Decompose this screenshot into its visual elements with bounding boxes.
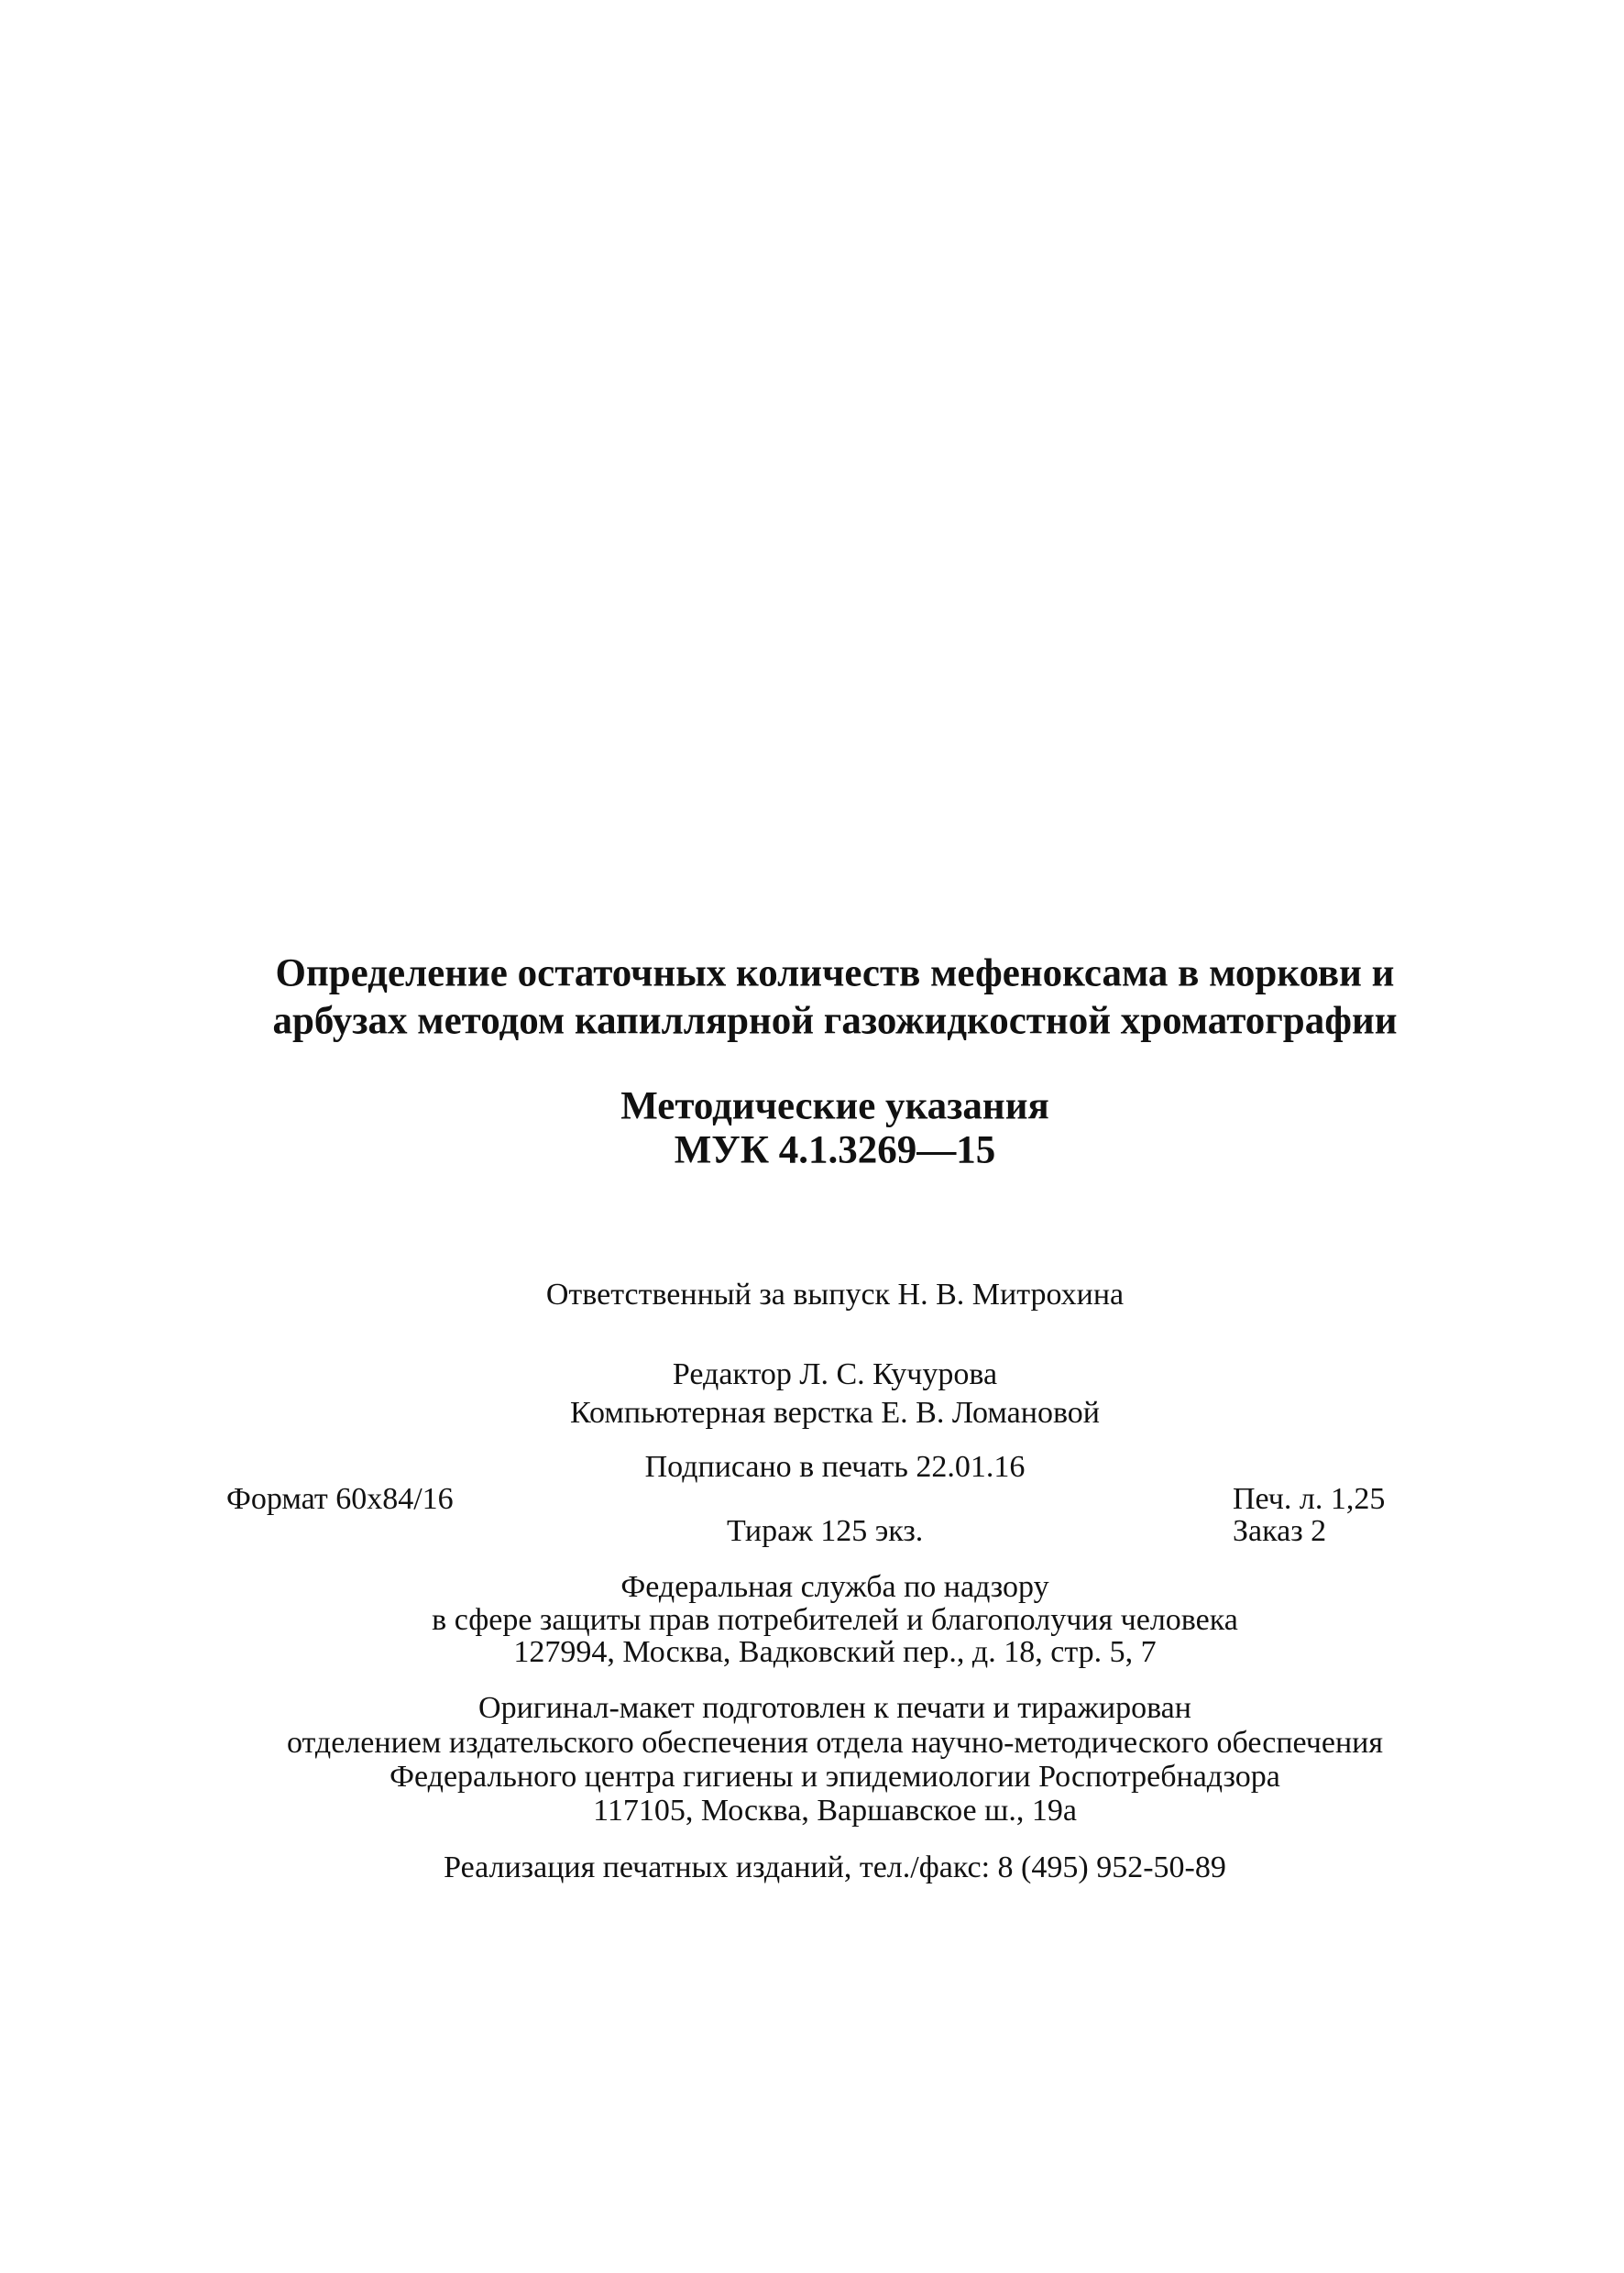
layout-credit: Компьютерная верстка Е. В. Ломановой [570,1396,1100,1430]
editor: Редактор Л. С. Кучурова [672,1357,998,1391]
printer-line-2: отделением издательского обеспечения отдела научно-методического обеспечения [286,1726,1384,1760]
document-type: Методические указания [620,1084,1049,1128]
publisher-line-2: в сфере защиты прав потребителей и благополучия человека [432,1603,1238,1637]
printer-address: 117105, Москва, Варшавское ш., 19а [593,1794,1077,1828]
paper-format: Формат 60x84/16 [226,1482,454,1516]
printer-line-1: Оригинал-макет подготовлен к печати и тиражирован [478,1691,1191,1725]
title-line-1: Определение остаточных количеств мефеноксама в моркови и [275,951,1395,995]
printer-line-3: Федерального центра гигиены и эпидемиологии Роспотребнадзора [390,1760,1280,1794]
title-line-2: арбузах методом капиллярной газожидкостной хроматографии [272,999,1398,1043]
order-number: Заказ 2 [1233,1514,1327,1548]
circulation: Тираж 125 экз. [727,1514,924,1548]
signed-to-print: Подписано в печать 22.01.16 [644,1450,1026,1484]
publisher-address: 127994, Москва, Вадковский пер., д. 18, стр. 5, 7 [513,1635,1157,1669]
document-code: МУК 4.1.3269—15 [674,1128,996,1172]
print-sheets: Печ. л. 1,25 [1233,1482,1386,1516]
publisher-line-1: Федеральная служба по надзору [620,1570,1049,1604]
sales-contact: Реализация печатных изданий, тел./факс: 8 (495) 952-50-89 [444,1850,1226,1884]
responsible-person: Ответственный за выпуск Н. В. Митрохина [545,1278,1125,1312]
